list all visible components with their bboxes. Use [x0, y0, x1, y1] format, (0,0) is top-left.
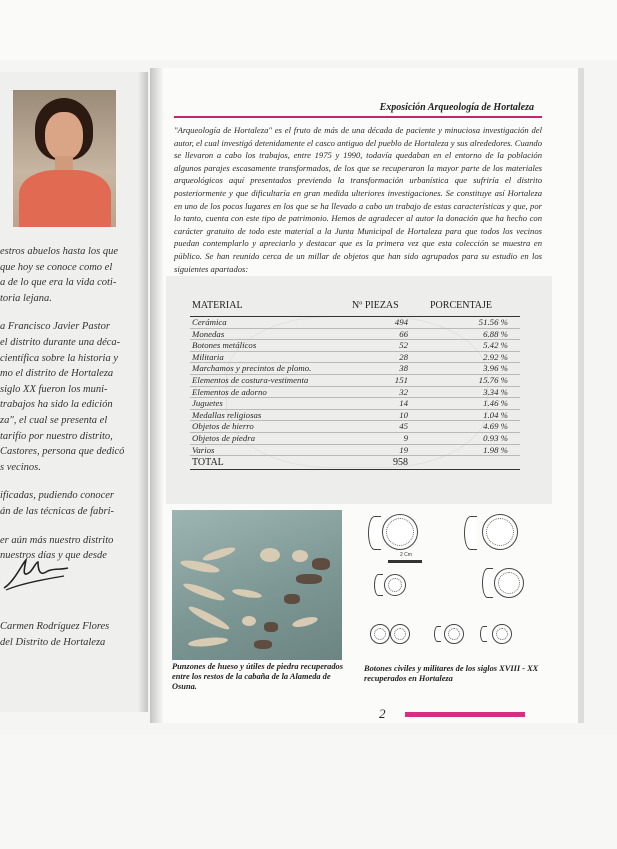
left-line: a Francisco Javier Pastor [0, 321, 110, 333]
row-piezas: 28 [399, 351, 408, 362]
left-line: tarifío por nuestro distrito, [0, 430, 113, 442]
row-piezas: 151 [394, 374, 408, 385]
left-line: Castores, persona que dedicó [0, 446, 125, 458]
signature-role: del Distrito de Hortaleza [0, 636, 106, 648]
left-line: án de las técnicas de fabri- [0, 505, 115, 517]
caption-buttons: Botones civiles y militares de los siglos XVIII - XX recuperados en Hortaleza [364, 664, 539, 684]
left-line: nuestros días y que desde [0, 550, 107, 562]
table-row [190, 421, 520, 433]
row-material: Monedas [192, 328, 225, 339]
row-material: Objetos de hierro [192, 421, 254, 432]
row-porcentaje: 2.92 % [483, 351, 508, 362]
page-edge-shadow [578, 68, 584, 723]
header-material: MATERIAL [192, 300, 243, 311]
page-number-accent-bar [405, 712, 525, 717]
left-line: siglo XX fueron los muni- [0, 383, 108, 395]
table-row [190, 410, 520, 422]
row-porcentaje: 3.34 % [483, 386, 508, 397]
buttons-drawing [364, 512, 524, 664]
table-row [190, 387, 520, 399]
row-piezas: 14 [399, 398, 408, 409]
table-row [190, 398, 520, 410]
intro-paragraph: "Arqueología de Hortaleza" es el fruto de más de una década de paciente y minuciosa investigación del autor, el cual investigó detenidamente el casco antiguo del pueblo de Hortaleza y sus alrededores. Cuando se llevaron a cabo los trabajos, entre 1975 y 1990, todavía quedaban en el entorno de la población algunos parajes escasamente transformados, de los que se recuperaron la mayor parte de los materiales arqueológicos aquí presentados previendo la transformación urbanística que sufriría el distrito posteriormente y que dificultaría en gran medida ulteriores investigaciones. Se constituye así Hortaleza en uno de los pocos lugares en los que se ha llevado a cabo un trabajo de estas características y que, por lo tanto, cuenta con este tipo de patrimonio. Hemos de agradecer al autor la donación que ha hecho con carácter gratuito de todo este material a la Junta Municipal de Hortaleza para que todos los vecinos puedan contemplarlo y apreciarlo y destacar que es la primera vez que esta colección se muestra en público. Se han reunido cerca de un millar de objetos que han sido agrupados para su estudio en los siguientes apartados: [174, 125, 542, 274]
row-material: Marchamos y precintos de plomo. [192, 363, 312, 374]
row-porcentaje: 1.46 % [483, 398, 508, 409]
left-line: el distrito durante una déca- [0, 336, 121, 348]
left-line: toria lejana. [0, 292, 52, 304]
row-porcentaje: 3.96 % [483, 363, 508, 374]
table-row [190, 363, 520, 375]
materials-table [190, 300, 520, 470]
left-line: mo el distrito de Hortaleza [0, 368, 114, 380]
left-line: trabajos ha sido la edición [0, 399, 113, 411]
row-material: Elementos de costura-vestimenta [192, 374, 309, 385]
row-piezas: 32 [399, 386, 408, 397]
header-piezas: Nº PIEZAS [352, 300, 399, 311]
row-piezas: 45 [399, 421, 408, 432]
row-porcentaje: 1.98 % [483, 444, 508, 455]
row-porcentaje: 15.76 % [478, 374, 508, 385]
left-line: er aún más nuestro distrito [0, 534, 114, 546]
row-material: Medallas religiosas [192, 409, 262, 420]
caption-bone-tools: Punzones de hueso y útiles de piedra recuperados entre los restos de la cabaña de la Alameda de Osuna. [172, 662, 343, 692]
total-label: TOTAL [192, 457, 224, 469]
row-material: Varios [192, 444, 215, 455]
row-material: Elementos de adorno [192, 386, 267, 397]
row-piezas: 66 [399, 328, 408, 339]
row-piezas: 19 [399, 444, 408, 455]
row-porcentaje: 0.93 % [483, 432, 508, 443]
table-row [190, 329, 520, 341]
row-porcentaje: 4.69 % [483, 421, 508, 432]
row-material: Botones metálicos [192, 340, 257, 351]
signature-caption [0, 619, 140, 650]
row-material: Juguetes [192, 398, 223, 409]
table-header [190, 300, 520, 314]
table-row [190, 317, 520, 329]
row-porcentaje: 51.56 % [478, 317, 508, 327]
left-page-text [0, 244, 146, 577]
header-rule [174, 116, 542, 118]
portrait-photo [13, 90, 116, 227]
table-row [190, 445, 520, 457]
row-porcentaje: 1.04 % [483, 409, 508, 420]
right-page [150, 68, 578, 723]
table-row [190, 340, 520, 352]
row-material: Cerámica [192, 317, 227, 327]
page-number: 2 [379, 706, 386, 721]
table-row [190, 433, 520, 445]
row-porcentaje: 6.88 % [483, 328, 508, 339]
total-value: 958 [393, 457, 408, 469]
table-row [190, 375, 520, 387]
signature-name: Carmen Rodríguez Flores [0, 621, 110, 632]
left-line: s vecinos. [0, 461, 41, 473]
table-total-row [190, 456, 520, 470]
signature-icon [0, 554, 70, 594]
header-porcentaje: PORCENTAJE [430, 300, 492, 311]
left-line: estros abuelos hasta los que [0, 246, 119, 257]
row-piezas: 9 [403, 432, 408, 443]
table-row [190, 352, 520, 364]
scale-label: 2 Cm [400, 552, 412, 558]
row-piezas: 52 [399, 340, 408, 351]
scan-top-margin [0, 0, 617, 60]
left-line: a de lo que era la vida coti- [0, 277, 117, 289]
page-header-title: Exposición Arqueología de Hortaleza [379, 102, 534, 113]
row-material: Objetos de piedra [192, 432, 256, 443]
scale-bar [388, 560, 422, 563]
scan-bottom-margin [0, 735, 617, 849]
row-porcentaje: 5.42 % [483, 340, 508, 351]
row-piezas: 10 [399, 409, 408, 420]
row-piezas: 38 [399, 363, 408, 374]
materials-table-panel [166, 276, 552, 504]
left-line: que hoy se conoce como el [0, 261, 113, 273]
bone-tools-photo [172, 510, 342, 660]
table-body [190, 317, 520, 456]
left-line: za", el cual se presenta el [0, 414, 108, 426]
row-material: Militaria [192, 351, 224, 362]
left-page [0, 72, 148, 712]
left-line: científica sobre la historia y [0, 352, 119, 364]
row-piezas: 494 [394, 317, 408, 327]
left-line: ificadas, pudiendo conocer [0, 490, 115, 502]
